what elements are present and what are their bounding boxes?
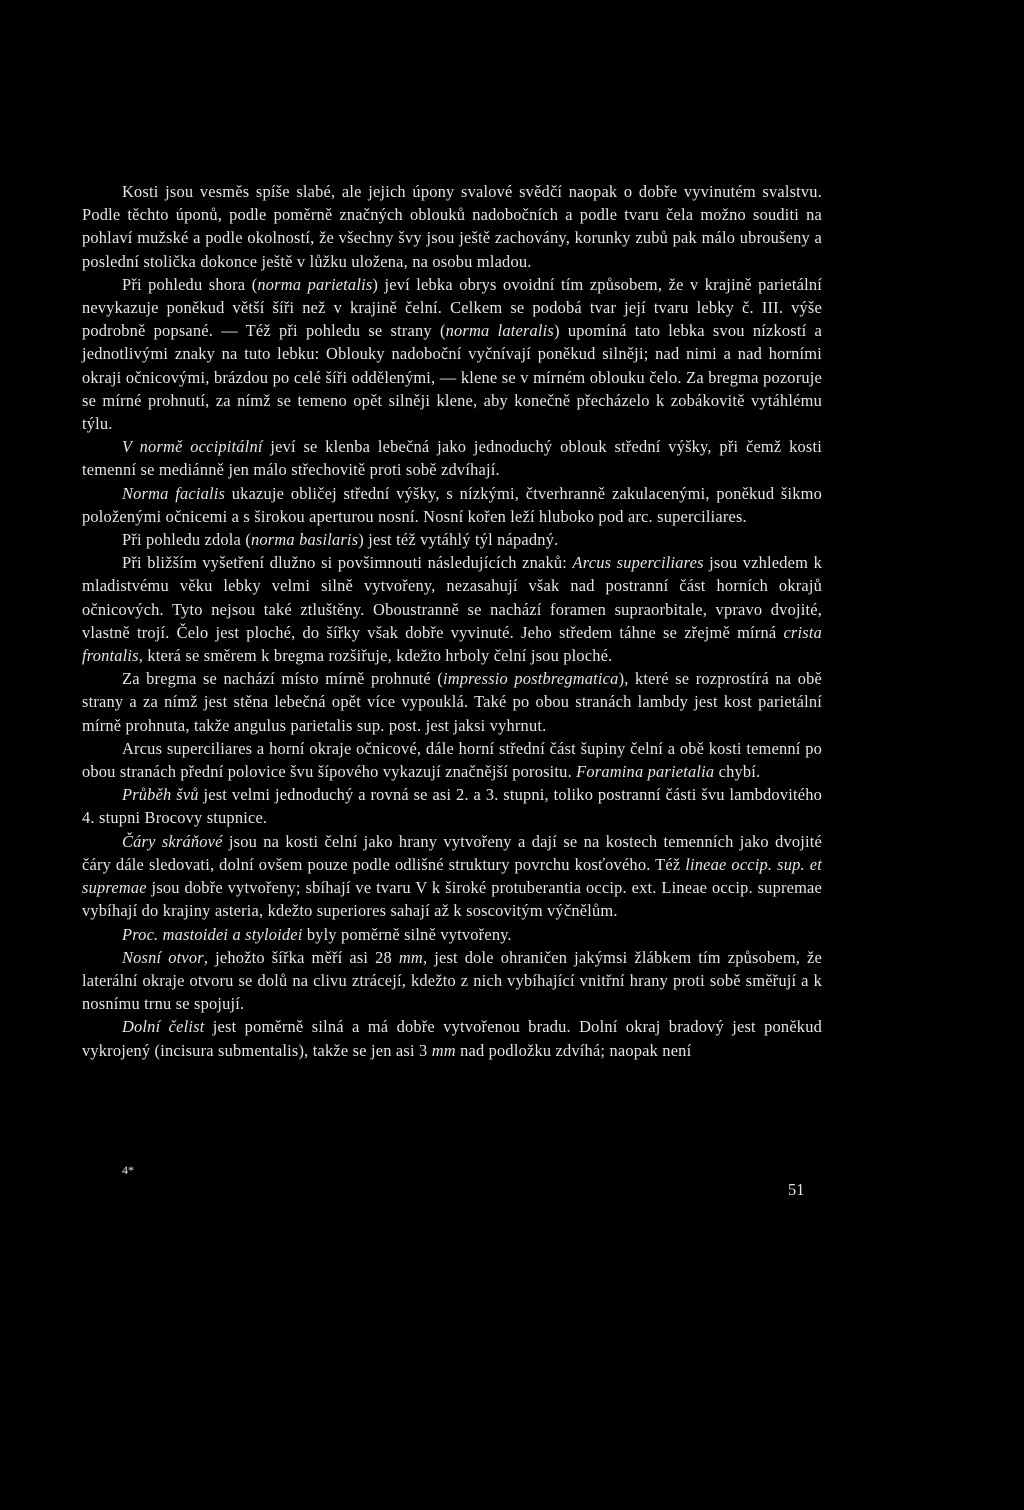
text-run: Při pohledu zdola ( [122,530,251,550]
text-run: ) jeví lebka obrys ovoidní tím způsobem, že v krajině parietální nevykazuje poněkud větší šíři než v krajině čelní. Celkem se podobá tvar její tvaru lebky č. III. výše podrobně popsané. — Též při pohledu se strany ( [82,274,822,341]
italic-term: Nosní otvor [122,947,204,967]
text-run: chybí. [714,762,761,782]
italic-term: norma parietalis [257,274,373,294]
text-run: ukazuje obličej střední výšky, s nízkými, čtverhranně zakulacenými, poněkud šikmo položenými očnicemi a s širokou aperturou nosní. Nosní kořen leží hluboko pod arc. superciliares. [82,483,822,526]
text-run: jsou dobře vytvořeny; sbíhají ve tvaru V k široké protuberantia occip. ext. Lineae occip. supremae vybíhají do krajiny asteria, kdežto superiores sahají až k soscovitým výčnělům. [82,878,822,921]
paragraph [82,667,822,737]
italic-term: Dolní čelist [122,1017,205,1037]
italic-term: Foramina parietalia [576,762,715,782]
italic-term: norma basilaris [250,530,359,550]
page-number: 51 [788,1180,805,1199]
text-run: Při pohledu shora ( [122,274,258,294]
paragraph [82,946,822,1016]
paragraph [82,528,822,551]
text-run: Při bližším vyšetření dlužno si povšimnouti následujících znaků: [122,553,573,573]
paragraph [82,923,822,946]
italic-term: Proc. mastoidei a styloidei [122,924,303,944]
text-run: nad podložku zdvíhá; naopak není [455,1040,692,1060]
text-run: , jehožto šířka měří asi 28 [203,947,399,967]
paragraph [82,273,822,435]
paragraph [82,180,822,273]
italic-term: V normě occipitální [122,437,263,457]
paragraph [82,783,822,829]
text-run: Kosti jsou vesměs spíše slabé, ale jejich úpony svalové svědčí naopak o dobře vyvinutém svalstvu. Podle těchto úponů, podle poměrně značných oblouků nadobočních a podle tvaru čela možno souditi na pohlaví mužské a podle okolností, že všechny švy jsou ještě zachovány, korunky zubů pak málo ubroušeny a poslední stolička dokonce ještě v lůžku uložena, na osobu mladou. [82,182,822,271]
text-run: ), které se rozprostírá na obě strany a za nímž jest stěna lebečná opět více vypouklá. Také po obou stranách lambdy jest kost parietální mírně prohnuta, takže angulus parietalis sup. post. jest jaksi vyhrnut. [82,669,822,735]
text-run: ) upomíná tato lebka svou nízkostí a jednotlivými znaky na tuto lebku: Oblouky nadoboční vyčnívají poněkud silněji; nad nimi a nad horními okraji očnicovými, brázdou po celé šíři oddělenými, — klene se v mírném oblouku čelo. Za bregma pozoruje se mírné prohnutí, za nímž se temeno opět silněji klene, aby konečně přecházelo k zobákovitě vytáhlému týlu. [82,321,822,434]
text-run: , která se směrem k bregma rozšiřuje, kdežto hrboly čelní jsou ploché. [138,646,613,666]
italic-term: crista frontalis [82,622,822,666]
paragraph [82,551,822,667]
paragraph [82,737,822,783]
text-run: Arcus superciliares a horní okraje očnicové, dále horní střední část šupiny čelní a obě kosti temenní po obou stranách přední polovice švu šípového vykazují značnější porositu. [82,738,822,782]
italic-term: mm [431,1040,456,1060]
italic-term: norma lateralis [445,321,555,341]
signature-mark: 4* [122,1163,134,1177]
italic-term: Čáry skráňové [122,831,223,851]
text-run: byly poměrně silně vytvořeny. [302,924,512,944]
text-run: Za bregma se nachází místo mírně prohnuté ( [122,669,443,689]
italic-term: lineae occip. sup. et supremae [82,854,822,898]
text-run: jeví se klenba lebečná jako jednoduchý oblouk střední výšky, při čemž kosti temenní se mediánně jen málo střechovitě proti sobě zdvíhají. [82,437,822,480]
paragraph [82,435,822,481]
body-text [82,180,822,1062]
text-run: jsou na kosti čelní jako hrany vytvořeny a dají se na kostech temenních jako dvojité čáry dále sledovati, dolní ovšem pouze podle odlišné struktury povrchu kosťového. Též [82,831,822,874]
italic-term: Průběh švů [122,785,199,805]
paragraph [82,830,822,923]
text-run: jest poměrně silná a má dobře vytvořenou bradu. Dolní okraj bradový jest poněkud vykrojený (incisura submentalis), takže se jen asi 3 [82,1017,822,1060]
text-run: , jest dole ohraničen jakýmsi žlábkem tím způsobem, že laterální okraje otvoru se dolů na clivu ztrácejí, kdežto z nich vybíhající vnitřní hrany proti sobě směřují a k nosnímu trnu se spojují. [82,947,822,1014]
paragraph [82,482,822,528]
text-run: ) jest též vytáhlý týl nápadný. [358,530,559,550]
text-run: jsou vzhledem k mladistvému věku lebky velmi silně vytvořeny, nezasahují však nad postranní část horních okrajů očnicových. Tyto nejsou také ztluštěny. Oboustranně se nachází foramen supraorbitale, vpravo dvojité, vlastně trojí. Čelo jest ploché, do šířky však dobře vyvinuté. Jeho středem táhne se zřejmě mírná [82,553,822,642]
italic-term: Arcus superciliares [572,553,704,573]
italic-term: mm [398,947,423,967]
italic-term: impressio postbregmatica [442,669,619,689]
italic-term: Norma facialis [122,483,226,503]
text-run: jest velmi jednoduchý a rovná se asi 2. a 3. stupni, toliko postranní části švu lambdovitého 4. stupni Brocovy stupnice. [82,785,822,828]
paragraph [82,1015,822,1061]
